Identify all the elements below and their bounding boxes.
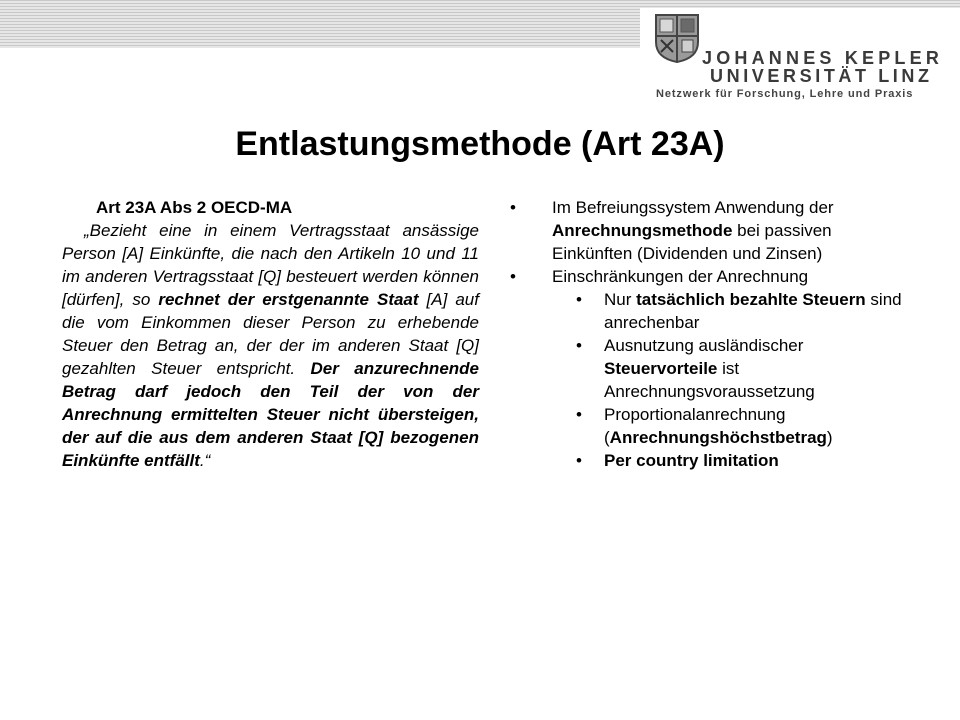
list-item-label: Einschränkungen der Anrechnung xyxy=(552,267,809,286)
bullet-icon: • xyxy=(576,336,582,355)
logo-text-line1: JOHANNES KEPLER xyxy=(702,48,944,68)
sub-list-item: • Nur tatsächlich bezahlte Steuern sind anrechenbar xyxy=(576,290,902,332)
bullet-icon: • xyxy=(576,405,582,424)
quote-segment-bold: rechnet der erstgenannte Staat xyxy=(158,290,419,309)
bullet-list xyxy=(506,196,906,472)
logo-tagline: Netzwerk für Forschung, Lehre und Praxis xyxy=(656,88,914,100)
bullet-icon: • xyxy=(510,198,516,217)
page-title: Entlastungsmethode (Art 23A) xyxy=(235,125,725,163)
left-text-column xyxy=(62,196,479,472)
article-quote xyxy=(62,219,479,472)
sub-bullet-list xyxy=(552,288,906,472)
quote-segment: „Bezieht eine in einem Vertragsstaat ansässige Person [A] Einkünfte, die nach den Artikeln 10 und 11 im anderen Vertragsstaat [Q] besteuert werden können [dürfen], so xyxy=(62,221,479,309)
right-bullet-column xyxy=(506,196,906,472)
quote-segment-bold: Der anzurechnende Betrag darf jedoch den Teil der von der Anrechnung ermittelten Steuer nicht übersteigen, der auf die aus dem anderen Staat [Q] bezogenen Einkünfte entfällt xyxy=(62,359,479,470)
sub-list-item: • Per country limitation xyxy=(576,451,779,470)
quote-segment: [A] auf die vom Einkommen dieser Person zu erhebende Steuer den Betrag an, der der im anderen Staat [Q] gezahlten Steuer entspricht. xyxy=(62,290,479,378)
bullet-icon: • xyxy=(576,290,582,309)
article-heading: Art 23A Abs 2 OECD-MA xyxy=(96,198,293,217)
list-item: • Im Befreiungssystem Anwendung der Anrechnungsmethode bei passiven Einkünften (Dividenden und Zinsen) xyxy=(510,198,834,263)
list-item xyxy=(506,265,906,472)
university-logo xyxy=(640,8,960,100)
university-crest-icon xyxy=(652,12,702,64)
bullet-icon: • xyxy=(576,451,582,470)
sub-list-item: • Ausnutzung ausländischer Steuervorteile ist Anrechnungsvoraussetzung xyxy=(576,336,815,401)
bullet-icon: • xyxy=(510,267,516,286)
quote-segment: .“ xyxy=(199,451,211,470)
sub-list-item: • Proportionalanrechnung (Anrechnungshöchstbetrag) xyxy=(576,405,833,447)
logo-text-line2: UNIVERSITÄT LINZ xyxy=(710,66,933,86)
